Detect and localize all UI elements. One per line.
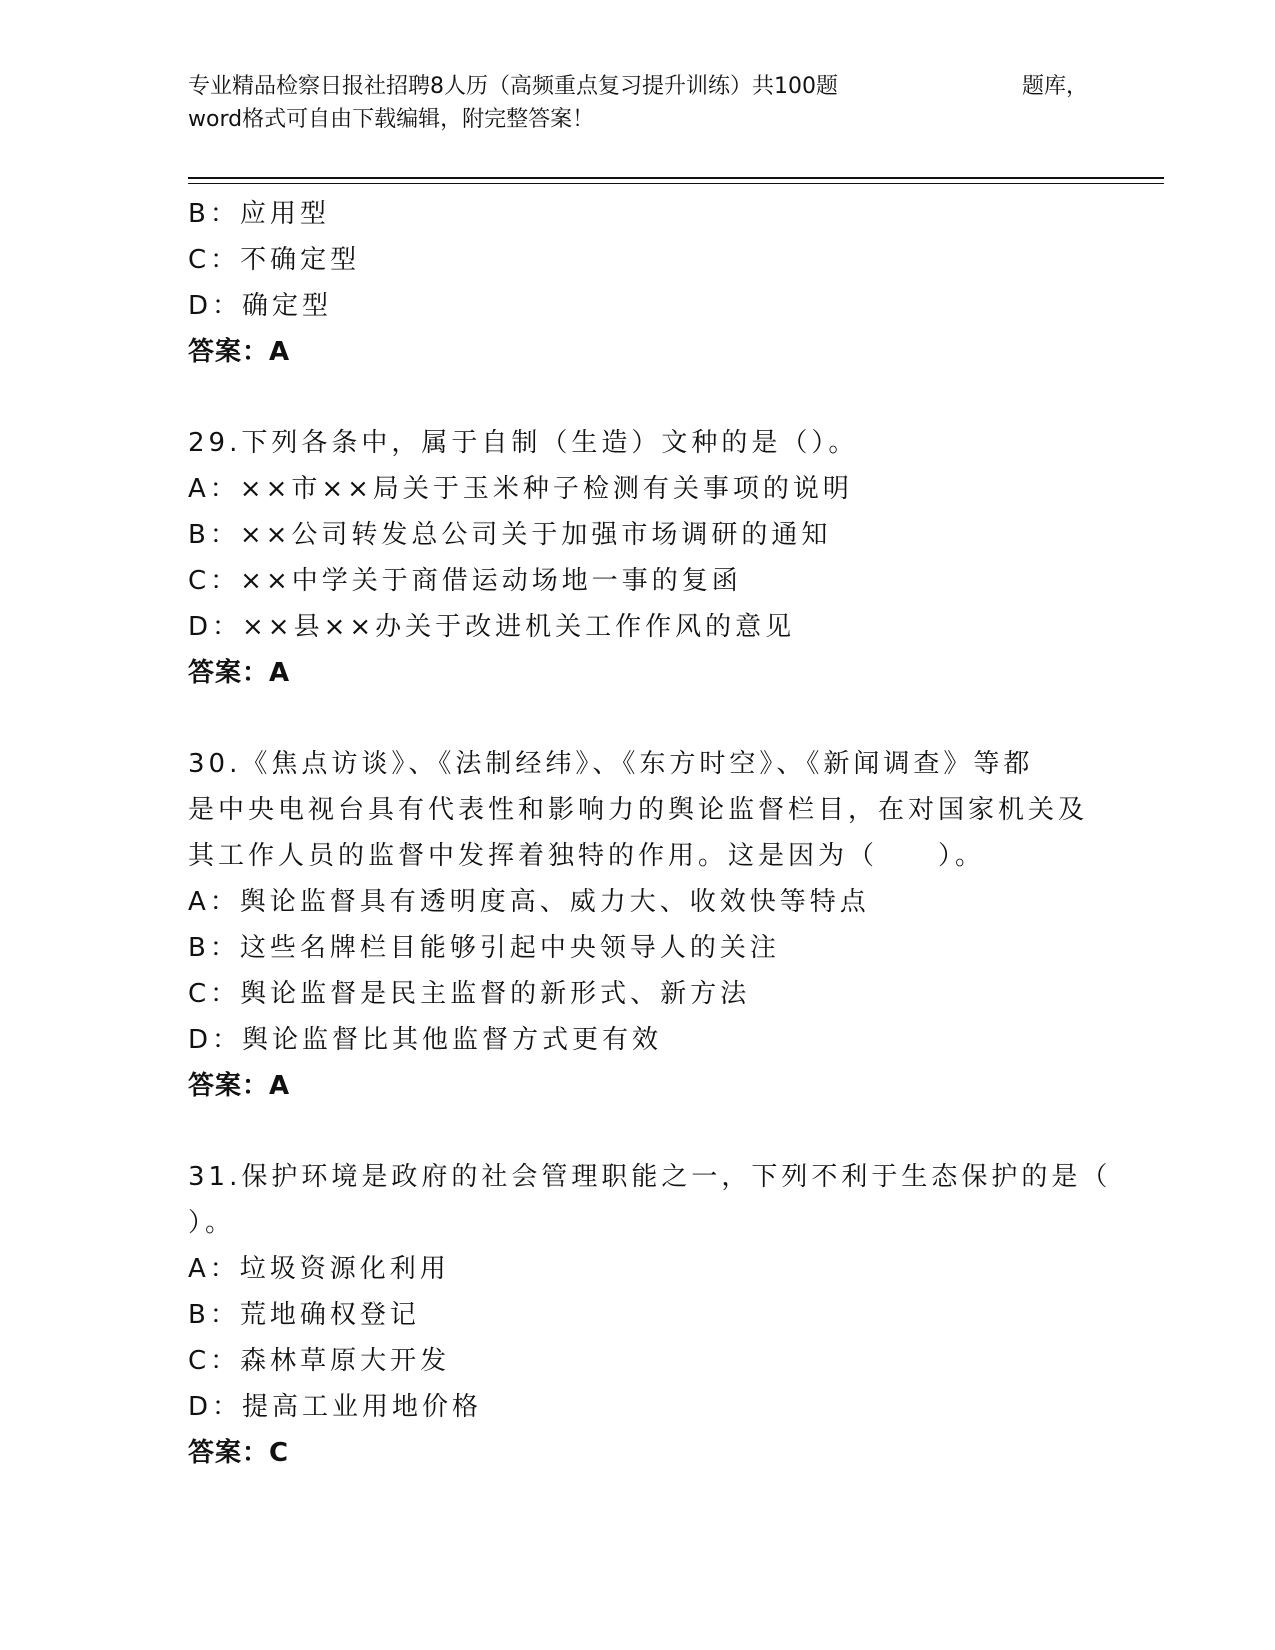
question-stem: 29.下列各条中，属于自制（生造）文种的是（）。 xyxy=(188,428,859,458)
option-b: B：应用型 xyxy=(188,199,330,229)
header-divider-thin xyxy=(188,183,1164,184)
question-list xyxy=(188,191,1112,1476)
question-stem-line-1: 30.《焦点访谈》、《法制经纬》、《东方时空》、《新闻调查》等都 xyxy=(188,749,1034,779)
answer-line: 答案：A xyxy=(188,658,291,688)
question-30 xyxy=(188,741,1088,1109)
option-a: A：××市××局关于玉米种子检测有关事项的说明 xyxy=(188,474,853,504)
answer-line: 答案：A xyxy=(188,1071,291,1101)
question-28-tail xyxy=(188,191,1088,375)
spacer xyxy=(188,375,1088,420)
answer-line: 答案：C xyxy=(188,1438,290,1468)
option-b: B：××公司转发总公司关于加强市场调研的通知 xyxy=(188,520,832,550)
option-d: D：提高工业用地价格 xyxy=(188,1392,483,1422)
option-a: A：垃圾资源化利用 xyxy=(188,1254,450,1284)
option-c: C：不确定型 xyxy=(188,245,361,275)
question-stem-line-2: ）。 xyxy=(188,1208,236,1238)
question-stem-line-1: 31.保护环境是政府的社会管理职能之一，下列不利于生态保护的是（ xyxy=(188,1162,1112,1192)
header-divider-thick xyxy=(188,177,1164,179)
option-c: C：森林草原大开发 xyxy=(188,1346,451,1376)
spacer xyxy=(188,696,1088,741)
question-29 xyxy=(188,420,1088,696)
option-b: B：这些名牌栏目能够引起中央领导人的关注 xyxy=(188,933,780,963)
option-d: D：确定型 xyxy=(188,291,333,321)
document-header xyxy=(188,70,1088,136)
option-d: D：舆论监督比其他监督方式更有效 xyxy=(188,1025,663,1055)
header-title-text: 专业精品检察日报社招聘8人历（高频重点复习提升训练）共100题 xyxy=(188,74,838,99)
spacer xyxy=(188,1109,1088,1154)
header-title-line-1 xyxy=(188,70,1088,103)
answer-line: 答案：A xyxy=(188,337,291,367)
question-31 xyxy=(188,1154,1112,1476)
question-stem-line-3: 其工作人员的监督中发挥着独特的作用。这是因为（ ）。 xyxy=(188,841,986,871)
option-c: C：××中学关于商借运动场地一事的复函 xyxy=(188,566,742,596)
header-title-suffix: 题库， xyxy=(1021,74,1088,99)
question-stem-line-2: 是中央电视台具有代表性和影响力的舆论监督栏目，在对国家机关及 xyxy=(188,795,1089,825)
option-a: A：舆论监督具有透明度高、威力大、收效快等特点 xyxy=(188,887,870,917)
option-b: B：荒地确权登记 xyxy=(188,1300,420,1330)
option-c: C：舆论监督是民主监督的新形式、新方法 xyxy=(188,979,751,1009)
option-d: D：××县××办关于改进机关工作作风的意见 xyxy=(188,612,796,642)
header-title-line-2: word格式可自由下载编辑，附完整答案！ xyxy=(188,107,595,132)
